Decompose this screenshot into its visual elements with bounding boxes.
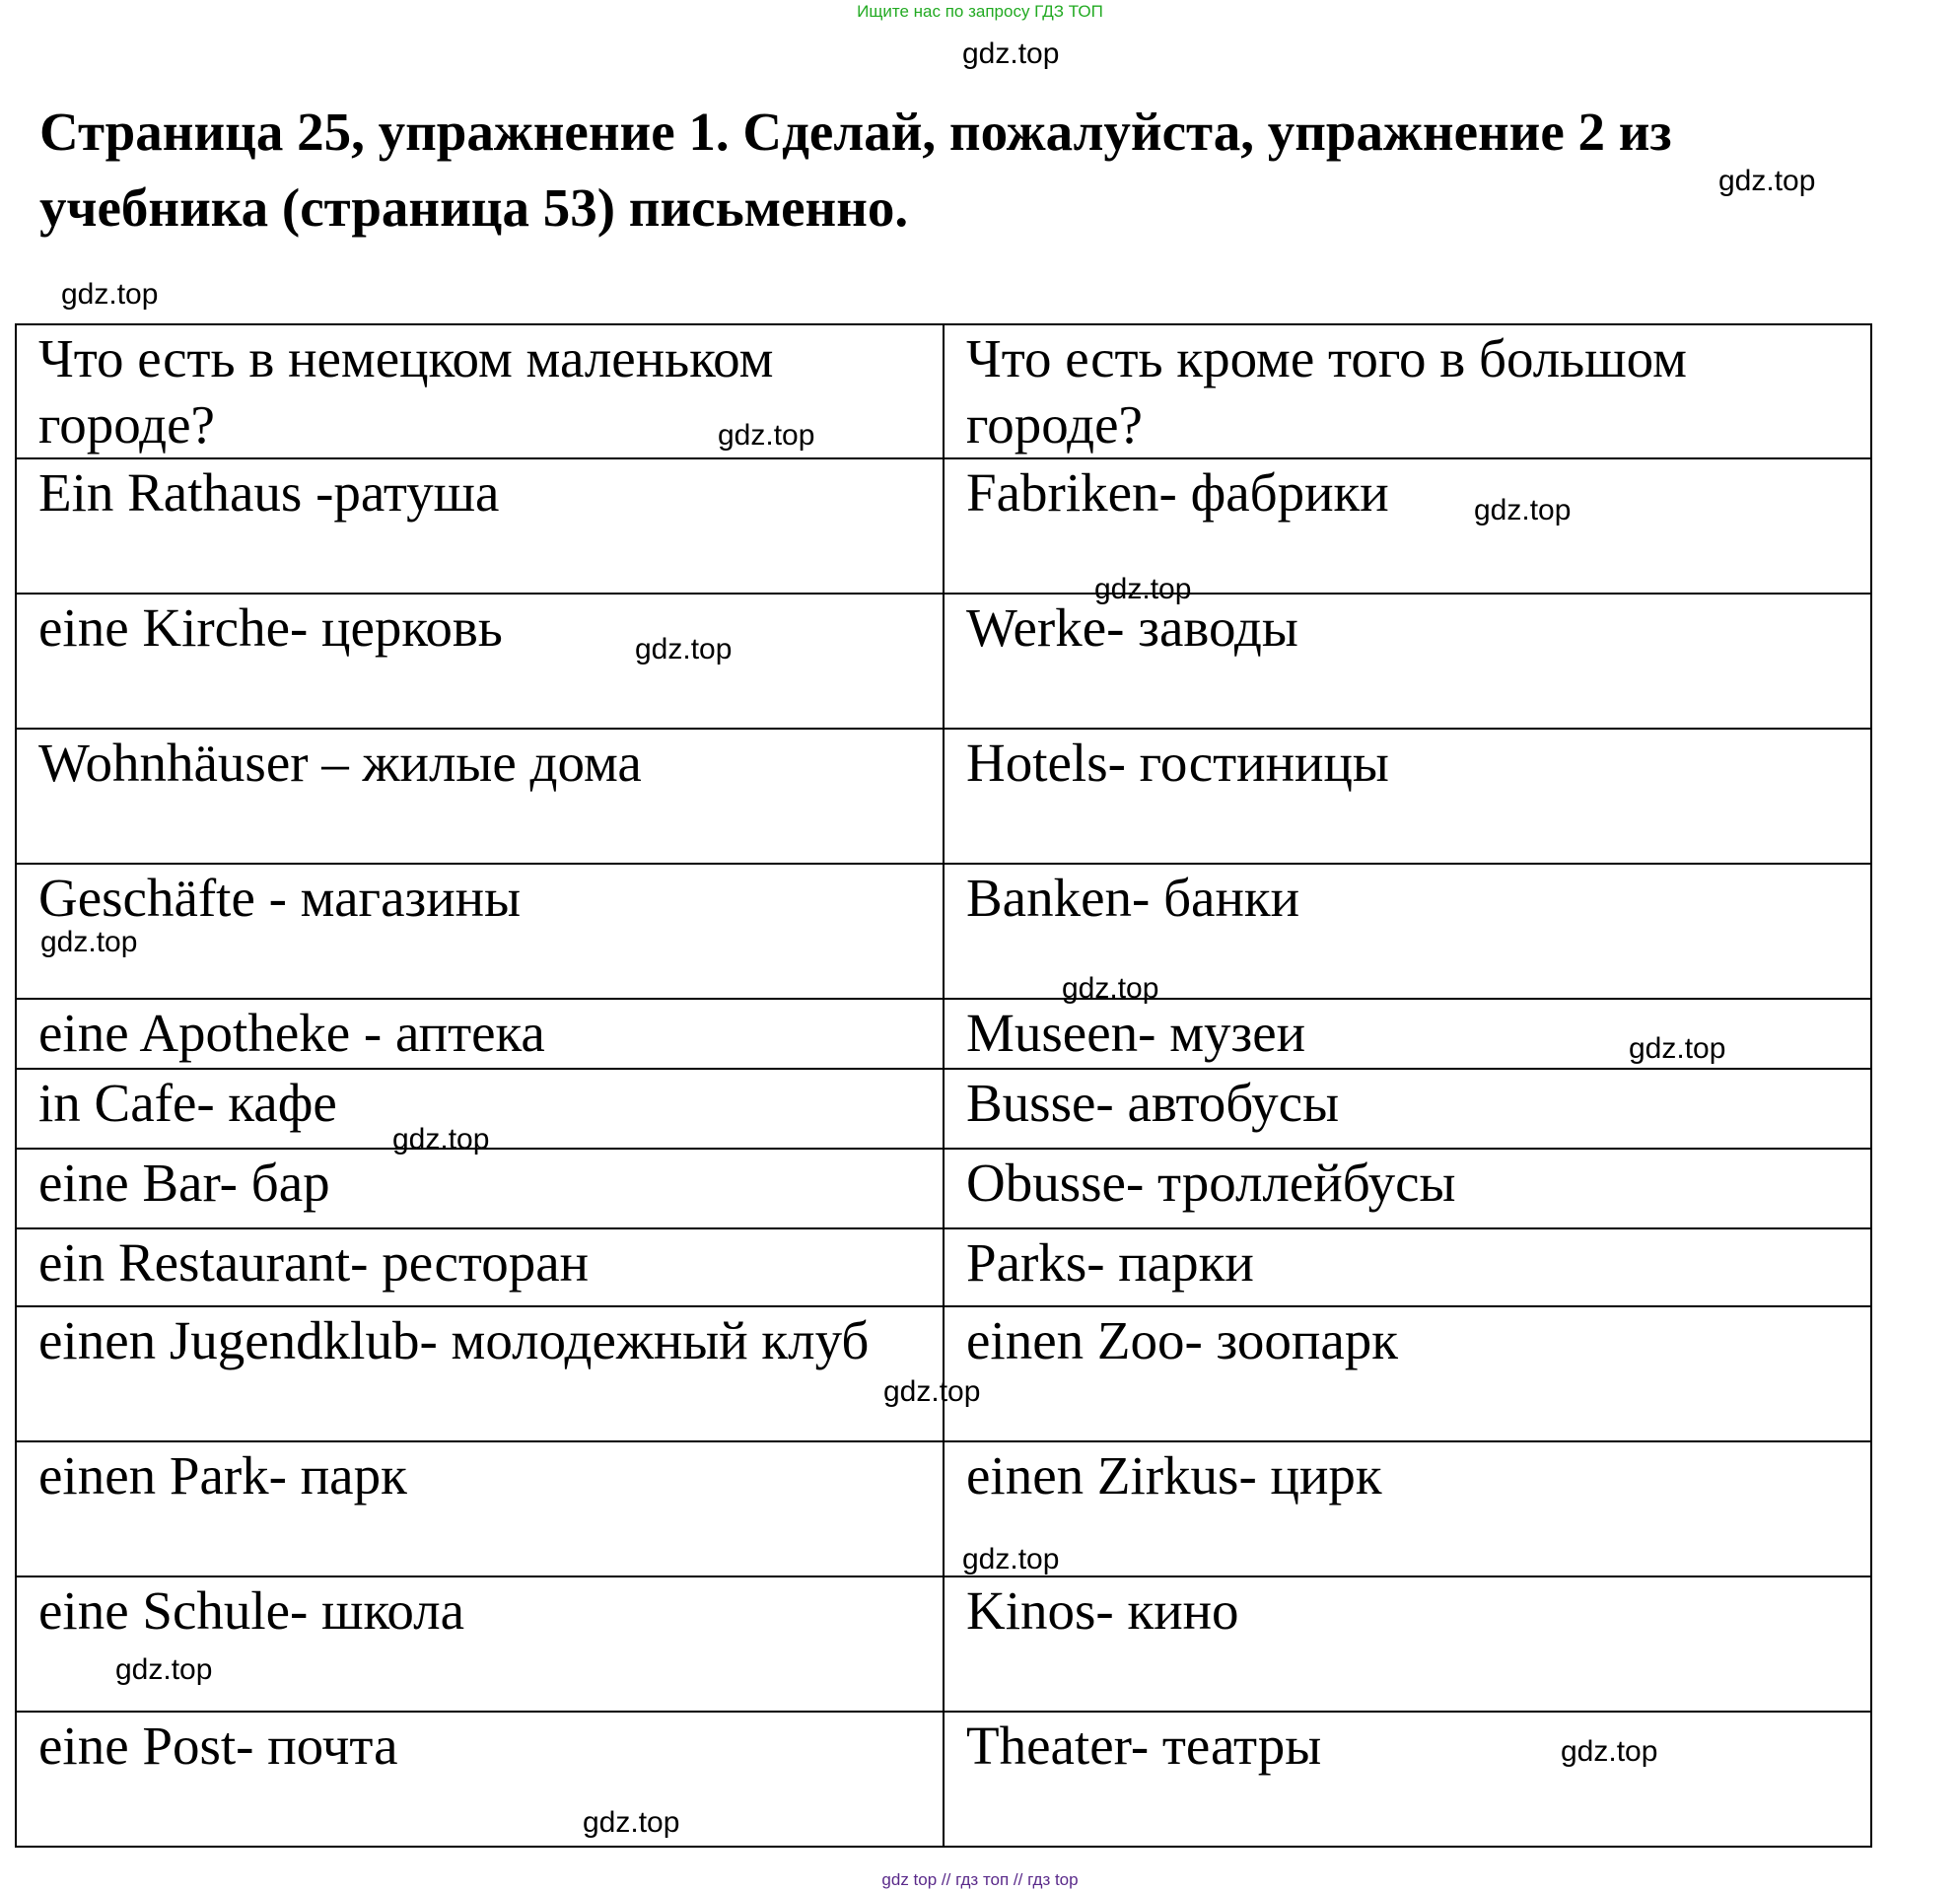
table-cell-left: in Cafe- кафе [16,1069,944,1149]
watermark: gdz.top [392,1123,490,1156]
table-cell-right: Werke- заводы [944,594,1871,729]
table-cell-right: Hotels- гостиницы [944,729,1871,864]
watermark: gdz.top [635,633,733,665]
watermark: gdz.top [718,419,815,452]
table-cell-right: Banken- банки [944,864,1871,999]
footer-links[interactable]: gdz top // гдз топ // гдз top [881,1870,1079,1889]
table-row [16,1149,1871,1228]
top-banner[interactable]: Ищите нас по запросу ГДЗ ТОП [857,2,1103,21]
table-row [16,1712,1871,1847]
watermark: gdz.top [1062,972,1159,1005]
table-row [16,1306,1871,1441]
watermark: gdz.top [962,1543,1060,1576]
table-cell-left: eine Bar- бар [16,1149,944,1228]
table-cell-right: Fabriken- фабрики [944,458,1871,594]
watermark: gdz.top [1629,1032,1726,1065]
vocabulary-table [15,323,1872,1848]
table-row [16,1576,1871,1712]
table-row [16,1228,1871,1306]
watermark: gdz.top [962,37,1060,70]
table-cell-right: Kinos- кино [944,1576,1871,1712]
table-row [16,729,1871,864]
table-cell-left: einen Park- парк [16,1441,944,1576]
table-cell-left: eine Post- почта [16,1712,944,1847]
page-title: Страница 25, упражнение 1. Сделай, пожалуйста, упражнение 2 из учебника (страница 53) письменно. [39,102,1672,238]
header-cell-big-city: Что есть кроме того в большом городе? [944,324,1871,458]
table-cell-right: einen Zoo- зоопарк [944,1306,1871,1441]
watermark: gdz.top [883,1375,981,1408]
table-row [16,999,1871,1069]
table-cell-left: eine Apotheke - аптека [16,999,944,1069]
watermark: gdz.top [61,278,159,311]
table-cell-right: Obusse- троллейбусы [944,1149,1871,1228]
table-cell-right: Parks- парки [944,1228,1871,1306]
table-row [16,594,1871,729]
watermark: gdz.top [115,1653,213,1686]
watermark: gdz.top [583,1806,680,1839]
table-cell-left: Geschäfte - магазины [16,864,944,999]
watermark: gdz.top [1561,1735,1658,1768]
watermark: gdz.top [1094,573,1192,605]
table-row [16,1069,1871,1149]
table-cell-left: eine Kirche- церковь [16,594,944,729]
table-row [16,458,1871,594]
watermark: gdz.top [40,926,138,958]
table-header-row [16,324,1871,458]
table-cell-left: ein Restaurant- ресторан [16,1228,944,1306]
table-cell-left: Wohnhäuser – жилые дома [16,729,944,864]
header-cell-small-town: Что есть в немецком маленьком городе? [16,324,944,458]
table-cell-right: einen Zirkus- цирк [944,1441,1871,1576]
table-cell-left: eine Schule- школа [16,1576,944,1712]
watermark: gdz.top [1718,165,1816,197]
watermark: gdz.top [1474,494,1572,526]
table-row [16,1441,1871,1576]
table-cell-left: einen Jugendklub- молодежный клуб [16,1306,944,1441]
table-cell-right: Museen- музеи [944,999,1871,1069]
table-cell-right: Theater- театры [944,1712,1871,1847]
table-row [16,864,1871,999]
table-cell-left: Ein Rathaus -ратуша [16,458,944,594]
table-cell-right: Busse- автобусы [944,1069,1871,1149]
